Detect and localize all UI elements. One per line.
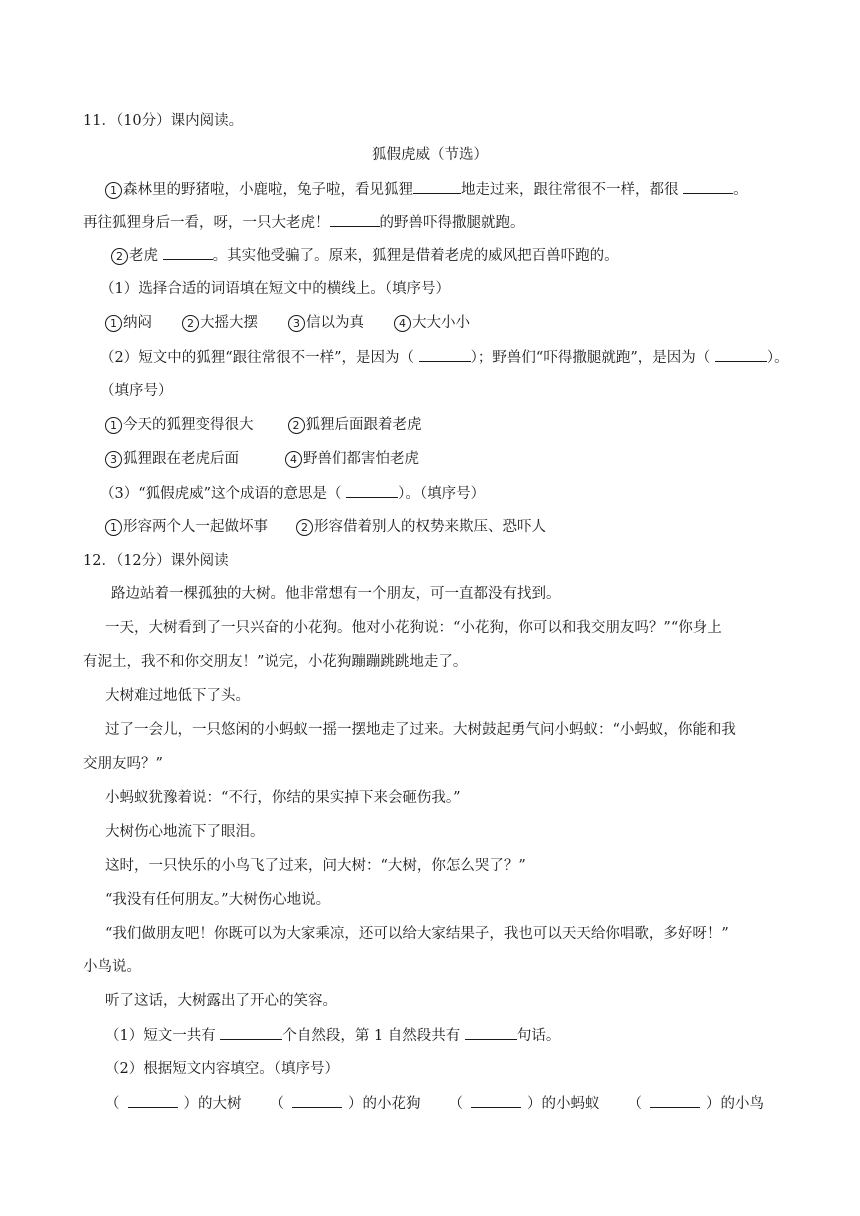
q12-sub2: （2）根据短文内容填空。（填序号） xyxy=(105,1061,339,1077)
story-line: 路边站着一棵孤独的大树。他非常想有一个朋友，可一直都没有找到。 xyxy=(111,586,561,602)
circled-number-icon: 2 xyxy=(182,315,199,332)
answer-blank[interactable] xyxy=(650,1093,700,1108)
q11-sub3-options: 1 形容两个人一起做坏事 2 形容借着别人的权势来欺压、恐吓人 xyxy=(105,517,546,537)
story-line: 这时，一只快乐的小鸟飞了过来，问大树：“大树，你怎么哭了？” xyxy=(105,858,526,874)
q11-sub1: （1）选择合适的词语填在短文中的横线上。（填序号） xyxy=(100,281,450,297)
story-line: 过了一会儿，一只悠闲的小蚂蚁一摇一摆地走了过来。大树鼓起勇气问小蚂蚁：“小蚂蚁，你能和我 xyxy=(105,722,736,738)
q11-header: 11．（10分）课内阅读。 xyxy=(83,113,244,129)
answer-blank[interactable] xyxy=(292,1093,342,1108)
story-line: 大树难过地低下了头。 xyxy=(105,688,250,704)
q11-sub2-note: （填序号） xyxy=(100,383,173,399)
q11-sub2: （2）短文中的狐狸“跟往常很不一样”，是因为（ ）；野兽们“吓得撒腿就跑”，是因为（ ）。 xyxy=(100,347,789,368)
story-line: 交朋友吗？” xyxy=(83,756,163,772)
circled-number-icon: 1 xyxy=(105,182,122,199)
story-line: “我没有任何朋友。”大树伤心地说。 xyxy=(105,892,331,908)
story-line: 听了这话，大树露出了开心的笑容。 xyxy=(105,993,337,1009)
answer-blank[interactable] xyxy=(128,1093,178,1108)
q11-sub3: （3）“狐假虎威”这个成语的意思是（ ）。（填序号） xyxy=(100,483,485,504)
story-line: 小蚂蚁犹豫着说：“不行，你结的果实掉下来会砸伤我。” xyxy=(105,790,461,806)
q11-sub2-options-row2: 3 狐狸跟在老虎后面 4 野兽们都害怕老虎 xyxy=(105,449,419,469)
circled-number-icon: 4 xyxy=(285,451,302,468)
passage-paragraph-1-line-1: 1 森林里的野猪啦，小鹿啦，兔子啦，看见狐狸 地走过来，跟往常很不一样，都很 。 xyxy=(105,179,748,200)
circled-number-icon: 2 xyxy=(288,417,305,434)
answer-blank[interactable] xyxy=(330,212,380,227)
passage-title: 狐假虎威（节选） xyxy=(372,147,488,163)
story-line: 小鸟说。 xyxy=(83,959,141,975)
answer-blank[interactable] xyxy=(715,347,767,362)
answer-blank[interactable] xyxy=(471,1093,521,1108)
circled-number-icon: 1 xyxy=(105,417,122,434)
story-line: 大树伤心地流下了眼泪。 xyxy=(105,824,265,840)
passage-paragraph-2: 2 老虎 。其实他受骗了。原来，狐狸是借着老虎的威风把百兽吓跑的。 xyxy=(111,245,619,266)
story-line: 有泥土，我不和你交朋友！”说完，小花狗蹦蹦跳跳地走了。 xyxy=(83,654,468,670)
answer-blank[interactable] xyxy=(413,179,461,194)
passage-paragraph-1-line-2: 再往狐狸身后一看，呀，一只大老虎！ 的野兽吓得撒腿就跑。 xyxy=(83,212,525,233)
circled-number-icon: 4 xyxy=(394,315,411,332)
answer-blank[interactable] xyxy=(220,1025,282,1040)
answer-blank[interactable] xyxy=(465,1025,517,1040)
circled-number-icon: 1 xyxy=(105,519,122,536)
story-line: “我们做朋友吧！你既可以为大家乘凉，还可以给大家结果子，我也可以天天给你唱歌，多好呀！” xyxy=(105,926,729,942)
q12-sub1: （1）短文一共有 个自然段，第 1 自然段共有 句话。 xyxy=(105,1025,560,1046)
q12-fill-row: （ ）的大树 （ ）的小花狗 （ ）的小蚂蚁 （ ）的小鸟 xyxy=(105,1093,764,1114)
answer-blank[interactable] xyxy=(346,483,398,498)
circled-number-icon: 1 xyxy=(105,315,122,332)
story-line: 一天，大树看到了一只兴奋的小花狗。他对小花狗说：“小花狗，你可以和我交朋友吗？”“你身上 xyxy=(105,620,722,636)
q11-sub2-options-row1: 1 今天的狐狸变得很大 2 狐狸后面跟着老虎 xyxy=(105,415,422,435)
q11-sub1-options: 1 纳闷 2 大摇大摆 3 信以为真 4 大大小小 xyxy=(105,313,470,333)
circled-number-icon: 2 xyxy=(111,248,128,265)
answer-blank[interactable] xyxy=(419,347,471,362)
circled-number-icon: 3 xyxy=(288,315,305,332)
q12-header: 12．（12分）课外阅读 xyxy=(83,553,229,569)
answer-blank[interactable] xyxy=(683,179,733,194)
circled-number-icon: 3 xyxy=(105,451,122,468)
circled-number-icon: 2 xyxy=(296,519,313,536)
answer-blank[interactable] xyxy=(163,245,213,260)
